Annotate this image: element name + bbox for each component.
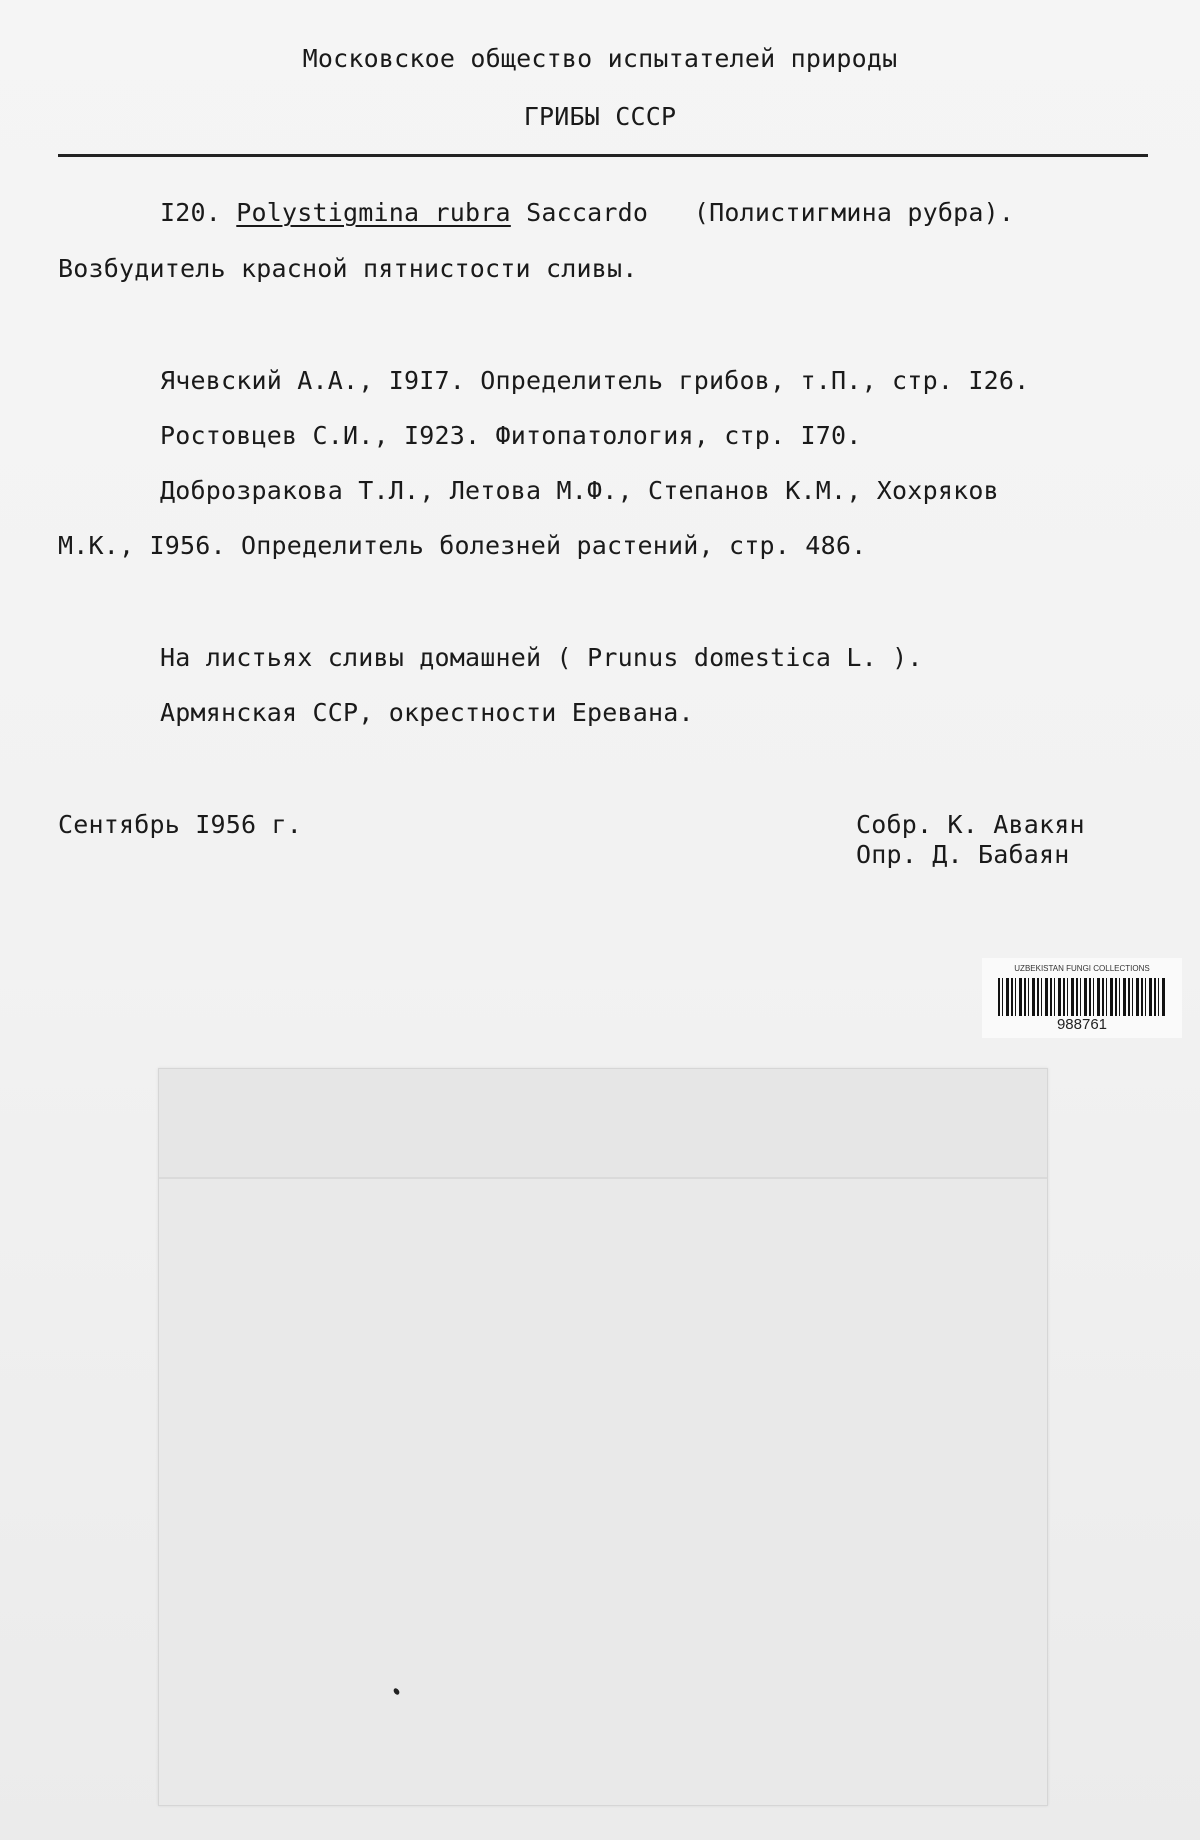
determiner: Опр. Д. Бабаян bbox=[856, 840, 1070, 869]
entry-description: Возбудитель красной пятнистости сливы. bbox=[58, 254, 638, 283]
barcode-number: 988761 bbox=[1056, 1016, 1108, 1033]
collector: Собр. К. Авакян bbox=[856, 810, 1085, 839]
collection-date: Сентябрь I956 г. bbox=[58, 810, 303, 839]
barcode-icon bbox=[998, 978, 1166, 1016]
habitat-prefix: На листьях сливы домашней ( bbox=[160, 643, 572, 672]
reference-3: Доброзракова Т.Л., Летова М.Ф., Степанов К.М., Хохряков bbox=[160, 476, 999, 505]
reference-3-continued: М.К., I956. Определитель болезней растений, стр. 486. bbox=[58, 531, 867, 560]
entry-line bbox=[160, 198, 1014, 227]
reference-1: Ячевский А.А., I9I7. Определитель грибов, т.П., стр. I26. bbox=[160, 366, 1030, 395]
reference-2: Ростовцев С.И., I923. Фитопатология, стр. I70. bbox=[160, 421, 862, 450]
header-divider bbox=[58, 154, 1148, 157]
locality: Армянская ССР, окрестности Еревана. bbox=[160, 698, 694, 727]
habitat-line bbox=[160, 643, 923, 672]
packet-flap bbox=[159, 1069, 1047, 1179]
russian-name: (Полистигмина рубра). bbox=[693, 198, 1015, 227]
barcode-caption: UZBEKISTAN FUNGI COLLECTIONS bbox=[1014, 964, 1150, 973]
species-author: Saccardo bbox=[526, 198, 649, 227]
barcode-label bbox=[982, 958, 1182, 1038]
society-heading: Московское общество испытателей природы bbox=[302, 44, 898, 73]
habitat-suffix: ). bbox=[892, 643, 923, 672]
species-name: Polystigmina rubra bbox=[236, 198, 511, 227]
entry-number: I20. bbox=[160, 198, 222, 227]
host-name: Prunus domestica L. bbox=[587, 643, 877, 672]
specimen-packet bbox=[158, 1068, 1048, 1806]
series-title: ГРИБЫ СССР bbox=[523, 102, 677, 131]
